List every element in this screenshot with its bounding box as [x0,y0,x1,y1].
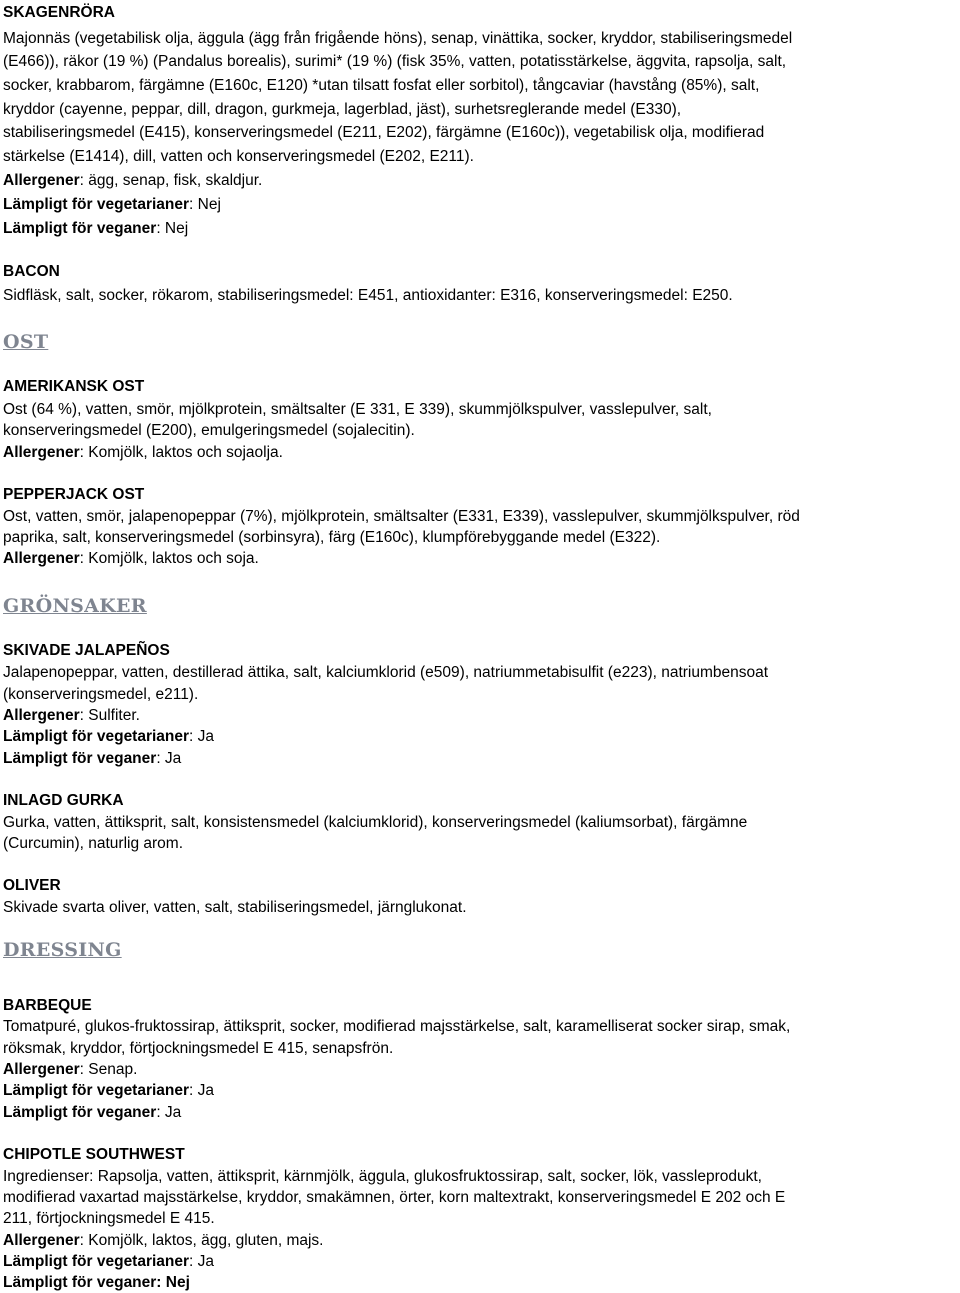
ingredients-line: Ost (64 %), vatten, smör, mjölkprotein, smältsalter (E 331, E 339), skummjölkspulver, vasslepulver, salt, [3,401,712,418]
ingredients-line: (E466)), räkor (19 %) (Pandalus borealis), surimi* (19 %) (fisk 35%, vatten, potatisstärkelse, äggvita, rapsolja, salt, [3,53,787,70]
ingredients-line: Jalapenopeppar, vatten, destillerad ättika, salt, kalciumklorid (e509), natriummetabisulfit (e223), natriumbensoat [3,664,769,681]
ingredients-line: (Curcumin), naturlig arom. [3,835,184,852]
vegetarian-label: Lämpligt för vegetarianer [3,1253,190,1270]
vegetarian-label: Lämpligt för vegetarianer [3,196,190,213]
ingredients-line: (konserveringsmedel, e211). [3,686,199,703]
allergens-value: : Komjölk, laktos och soja. [79,550,259,567]
product-title-skivade-jalapenos: SKIVADE JALAPEÑOS [3,642,170,659]
vegan-value: : Ja [156,1104,182,1121]
section-heading-gronsaker: GRÖNSAKER [3,595,147,617]
ingredients-line: Ingredienser: Rapsolja, vatten, ättiksprit, kärnmjölk, äggula, glukosfruktossirap, salt, socker, lök, vassleprodukt, [3,1168,762,1185]
vegetarian-value: : Ja [189,1253,215,1270]
vegetarian-label: Lämpligt för vegetarianer [3,1082,190,1099]
vegan-label: Lämpligt för veganer: [3,1274,162,1291]
vegan-value: Nej [161,1274,190,1291]
ingredients-line: modifierad vaxartad majsstärkelse, kryddor, smakämnen, örter, korn maltextrakt, konserveringsmedel E 202 och E [3,1189,786,1206]
ingredients-line: 211, förtjockningsmedel E 415. [3,1210,215,1227]
product-title-amerikansk-ost: AMERIKANSK OST [3,378,145,395]
ingredients-line: paprika, salt, konserveringsmedel (sorbinsyra), färg (E160c), klumpförebyggande medel (E322). [3,529,661,546]
vegan-line [3,1272,190,1293]
ingredients-line: Gurka, vatten, ättiksprit, salt, konsistensmedel (kalciumklorid), konserveringsmedel (kaliumsorbat), färgämne [3,814,748,831]
vegetarian-line [3,194,221,215]
product-title-bacon: BACON [3,263,60,280]
section-heading-dressing: DRESSING [3,939,122,961]
allergens-label: Allergener [3,444,80,461]
product-title-barbeque: BARBEQUE [3,997,92,1014]
allergens-value: : ägg, senap, fisk, skaldjur. [79,172,263,189]
vegan-value: : Nej [156,220,189,237]
ingredients-line: röksmak, kryddor, förtjockningsmedel E 415, senapsfrön. [3,1040,394,1057]
allergens-label: Allergener [3,1232,80,1249]
vegan-label: Lämpligt för veganer [3,220,157,237]
ingredients-line: stärkelse (E1414), dill, vatten och konserveringsmedel (E202, E211). [3,148,474,165]
ingredients-line: Tomatpuré, glukos-fruktossirap, ättiksprit, socker, modifierad majsstärkelse, salt, karamelliserat socker sirap, smak, [3,1018,791,1035]
product-title-pepperjack-ost: PEPPERJACK OST [3,486,145,503]
ingredients-line: kryddor (cayenne, peppar, dill, dragon, gurkmeja, lagerblad, jäst), surhetsreglerande medel (E330), [3,101,682,118]
vegan-label: Lämpligt för veganer [3,1104,157,1121]
allergens-label: Allergener [3,550,80,567]
vegetarian-value: : Nej [189,196,221,213]
allergens-label: Allergener [3,707,80,724]
allergens-value: : Komjölk, laktos, ägg, gluten, majs. [79,1232,324,1249]
vegan-line [3,1102,181,1123]
product-title-skagenrora: SKAGENRÖRA [3,4,115,21]
section-heading-ost: OST [3,331,49,353]
product-title-inlagd-gurka: INLAGD GURKA [3,792,124,809]
vegan-value: : Ja [156,750,182,767]
allergens-line [3,442,283,463]
ingredients-line: stabiliseringsmedel (E415), konserveringsmedel (E211, E202), färgämne (E160c)), vegetabilisk olja, modifierad [3,124,765,141]
allergens-value: : Senap. [79,1061,138,1078]
allergens-label: Allergener [3,172,80,189]
vegetarian-label: Lämpligt för vegetarianer [3,728,190,745]
vegetarian-line [3,1251,214,1272]
ingredients-line: Ost, vatten, smör, jalapenopeppar (7%), mjölkprotein, smältsalter (E331, E339), vasslepulver, skummjölkspulver, röd [3,508,800,525]
ingredients-line: Majonnäs (vegetabilisk olja, äggula (ägg från frigående höns), senap, vinättika, socker, kryddor, stabiliseringsmedel [3,30,793,47]
allergens-line [3,548,259,569]
vegetarian-value: : Ja [189,1082,215,1099]
vegan-line [3,218,188,239]
allergens-line [3,1230,323,1251]
vegetarian-value: : Ja [189,728,215,745]
vegan-label: Lämpligt för veganer [3,750,157,767]
allergens-line [3,170,262,191]
product-title-chipotle-southwest: CHIPOTLE SOUTHWEST [3,1146,185,1163]
ingredients-line: Sidfläsk, salt, socker, rökarom, stabiliseringsmedel: E451, antioxidanter: E316, konserveringsmedel: E250. [3,287,733,304]
ingredients-line: Skivade svarta oliver, vatten, salt, stabiliseringsmedel, järnglukonat. [3,899,467,916]
allergens-label: Allergener [3,1061,80,1078]
allergens-value: : Sulfiter. [79,707,140,724]
vegetarian-line [3,726,214,747]
vegan-line [3,748,181,769]
vegetarian-line [3,1080,214,1101]
ingredients-line: konserveringsmedel (E200), emulgeringsmedel (sojalecitin). [3,422,415,439]
product-title-oliver: OLIVER [3,877,61,894]
allergens-line [3,705,140,726]
ingredients-line: socker, krabbarom, färgämne (E160c, E120) *utan tilsatt fosfat eller sorbitol), tångcaviar (havstång (85%), salt, [3,77,760,94]
allergens-line [3,1059,137,1080]
allergens-value: : Komjölk, laktos och sojaolja. [79,444,283,461]
